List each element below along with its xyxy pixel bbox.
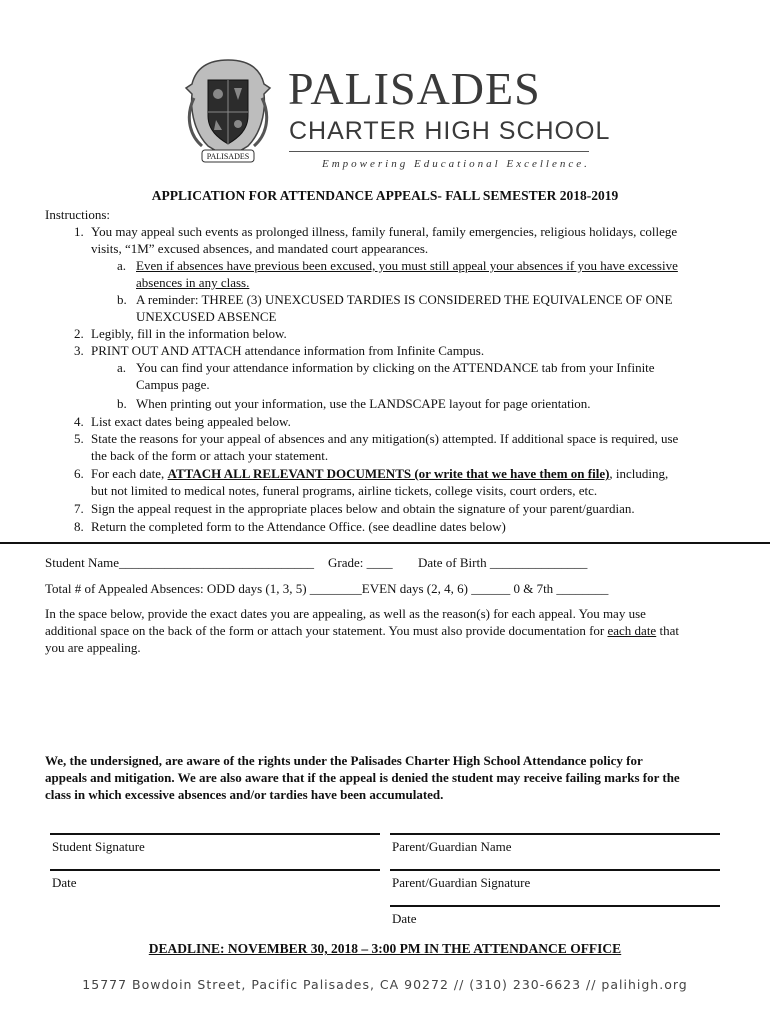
grade-field[interactable]: Grade: ____: [328, 555, 393, 570]
instruction-text: but not limited to medical notes, funeral programs, airline tickets, college visits, court orders, etc.: [91, 483, 598, 498]
instruction-text: Campus page.: [136, 377, 210, 392]
school-name: PALISADES: [288, 63, 541, 114]
instruction-text-6: [91, 465, 668, 482]
crest-banner-text: PALISADES: [206, 152, 250, 161]
logo-divider: [289, 151, 589, 152]
statement-text: We, the undersigned, are aware of the rights under the Palisades Charter High School Attendance policy for: [45, 753, 643, 768]
appealed-absences-field[interactable]: Total # of Appealed Absences: ODD days (1, 3, 5) ________EVEN days (2, 4, 6) ______ 0 & 7th ________: [45, 581, 609, 596]
footer-address: 15777 Bowdoin Street, Pacific Palisades, CA 90272 // (310) 230-6623 // palihigh.org: [82, 977, 688, 992]
statement-text: class in which excessive absences and/or tardies have been accumulated.: [45, 787, 444, 802]
instruction-letter: a.: [117, 258, 127, 273]
instruction-text: A reminder: THREE (3) UNEXCUSED TARDIES IS CONSIDERED THE EQUIVALENCE OF ONE: [136, 292, 673, 307]
parent-name-label: Parent/Guardian Name: [392, 839, 512, 854]
parent-date-line[interactable]: [390, 905, 720, 907]
instruction-text: absences in any class.: [136, 275, 250, 290]
emphasis-text: each date: [607, 623, 657, 638]
school-tagline: Empowering Educational Excellence.: [322, 158, 590, 170]
instructions-text-line2: [45, 622, 679, 639]
parent-signature-label: Parent/Guardian Signature: [392, 875, 531, 890]
instruction-text: UNEXCUSED ABSENCE: [136, 309, 277, 324]
instruction-text: For each date,: [91, 466, 168, 481]
instruction-text: , including,: [609, 466, 669, 481]
school-crest-logo: [178, 54, 278, 172]
parent-signature-line[interactable]: [390, 869, 720, 871]
instructions-text: you are appealing.: [45, 640, 141, 655]
instruction-text: Legibly, fill in the information below.: [91, 326, 287, 341]
instruction-text: Even if absences have previous been excused, you must still appeal your absences if you have excessive: [136, 258, 678, 273]
student-signature-line[interactable]: [50, 833, 380, 835]
instruction-text: You can find your attendance information by clicking on the ATTENDANCE tab from your Infinite: [136, 360, 655, 375]
instruction-number: 5.: [74, 431, 84, 446]
instructions-heading: Instructions:: [45, 207, 110, 222]
instruction-letter: b.: [117, 292, 127, 307]
instruction-number: 4.: [74, 414, 84, 429]
instruction-number: 7.: [74, 501, 84, 516]
section-divider: [0, 542, 770, 544]
instruction-letter: a.: [117, 360, 127, 375]
instruction-text: When printing out your information, use the LANDSCAPE layout for page orientation.: [136, 396, 591, 411]
instruction-text: PRINT OUT AND ATTACH attendance information from Infinite Campus.: [91, 343, 485, 358]
instruction-text: Return the completed form to the Attendance Office. (see deadline dates below): [91, 519, 506, 534]
instruction-text: Sign the appeal request in the appropriate places below and obtain the signature of your parent/guardian.: [91, 501, 635, 516]
instruction-text: the back of the form or attach your statement.: [91, 448, 329, 463]
statement-text: appeals and mitigation. We are also aware that if the appeal is denied the student may receive failing marks for the: [45, 770, 680, 785]
instruction-bold-text: ATTACH ALL RELEVANT DOCUMENTS (or write that we have them on file): [167, 466, 610, 481]
parent-date-label: Date: [392, 911, 417, 926]
instruction-letter: b.: [117, 396, 127, 411]
date-of-birth-field[interactable]: Date of Birth _______________: [418, 555, 588, 570]
student-name-field[interactable]: Student Name______________________________: [45, 555, 315, 570]
instructions-text: that: [656, 623, 679, 638]
instruction-number: 3.: [74, 343, 84, 358]
instructions-text: additional space on the back of the form or attach your statement. You must also provide documentation for: [45, 623, 608, 638]
student-signature-label: Student Signature: [52, 839, 145, 854]
student-date-line[interactable]: [50, 869, 380, 871]
deadline-notice: DEADLINE: NOVEMBER 30, 2018 – 3:00 PM IN THE ATTENDANCE OFFICE: [148, 941, 622, 956]
instruction-text: You may appeal such events as prolonged illness, family funeral, family emergencies, religious holidays, college: [91, 224, 678, 239]
instructions-text: In the space below, provide the exact dates you are appealing, as well as the reason(s) for each appeal. You may use: [45, 606, 646, 621]
instruction-number: 8.: [74, 519, 84, 534]
instruction-text: State the reasons for your appeal of absences and any mitigation(s) attempted. If additional space is required, use: [91, 431, 679, 446]
instruction-number: 2.: [74, 326, 84, 341]
student-date-label: Date: [52, 875, 77, 890]
instruction-number: 6.: [74, 466, 84, 481]
instruction-number: 1.: [74, 224, 84, 239]
appeal-dates-reasons-area[interactable]: [45, 660, 725, 744]
instruction-text: visits, “1M” excused absences, and mandated court appearances.: [91, 241, 429, 256]
parent-name-line[interactable]: [390, 833, 720, 835]
school-subtitle: CHARTER HIGH SCHOOL: [289, 117, 611, 145]
instruction-text: List exact dates being appealed below.: [91, 414, 291, 429]
document-title: APPLICATION FOR ATTENDANCE APPEALS- FALL SEMESTER 2018-2019: [151, 188, 619, 203]
